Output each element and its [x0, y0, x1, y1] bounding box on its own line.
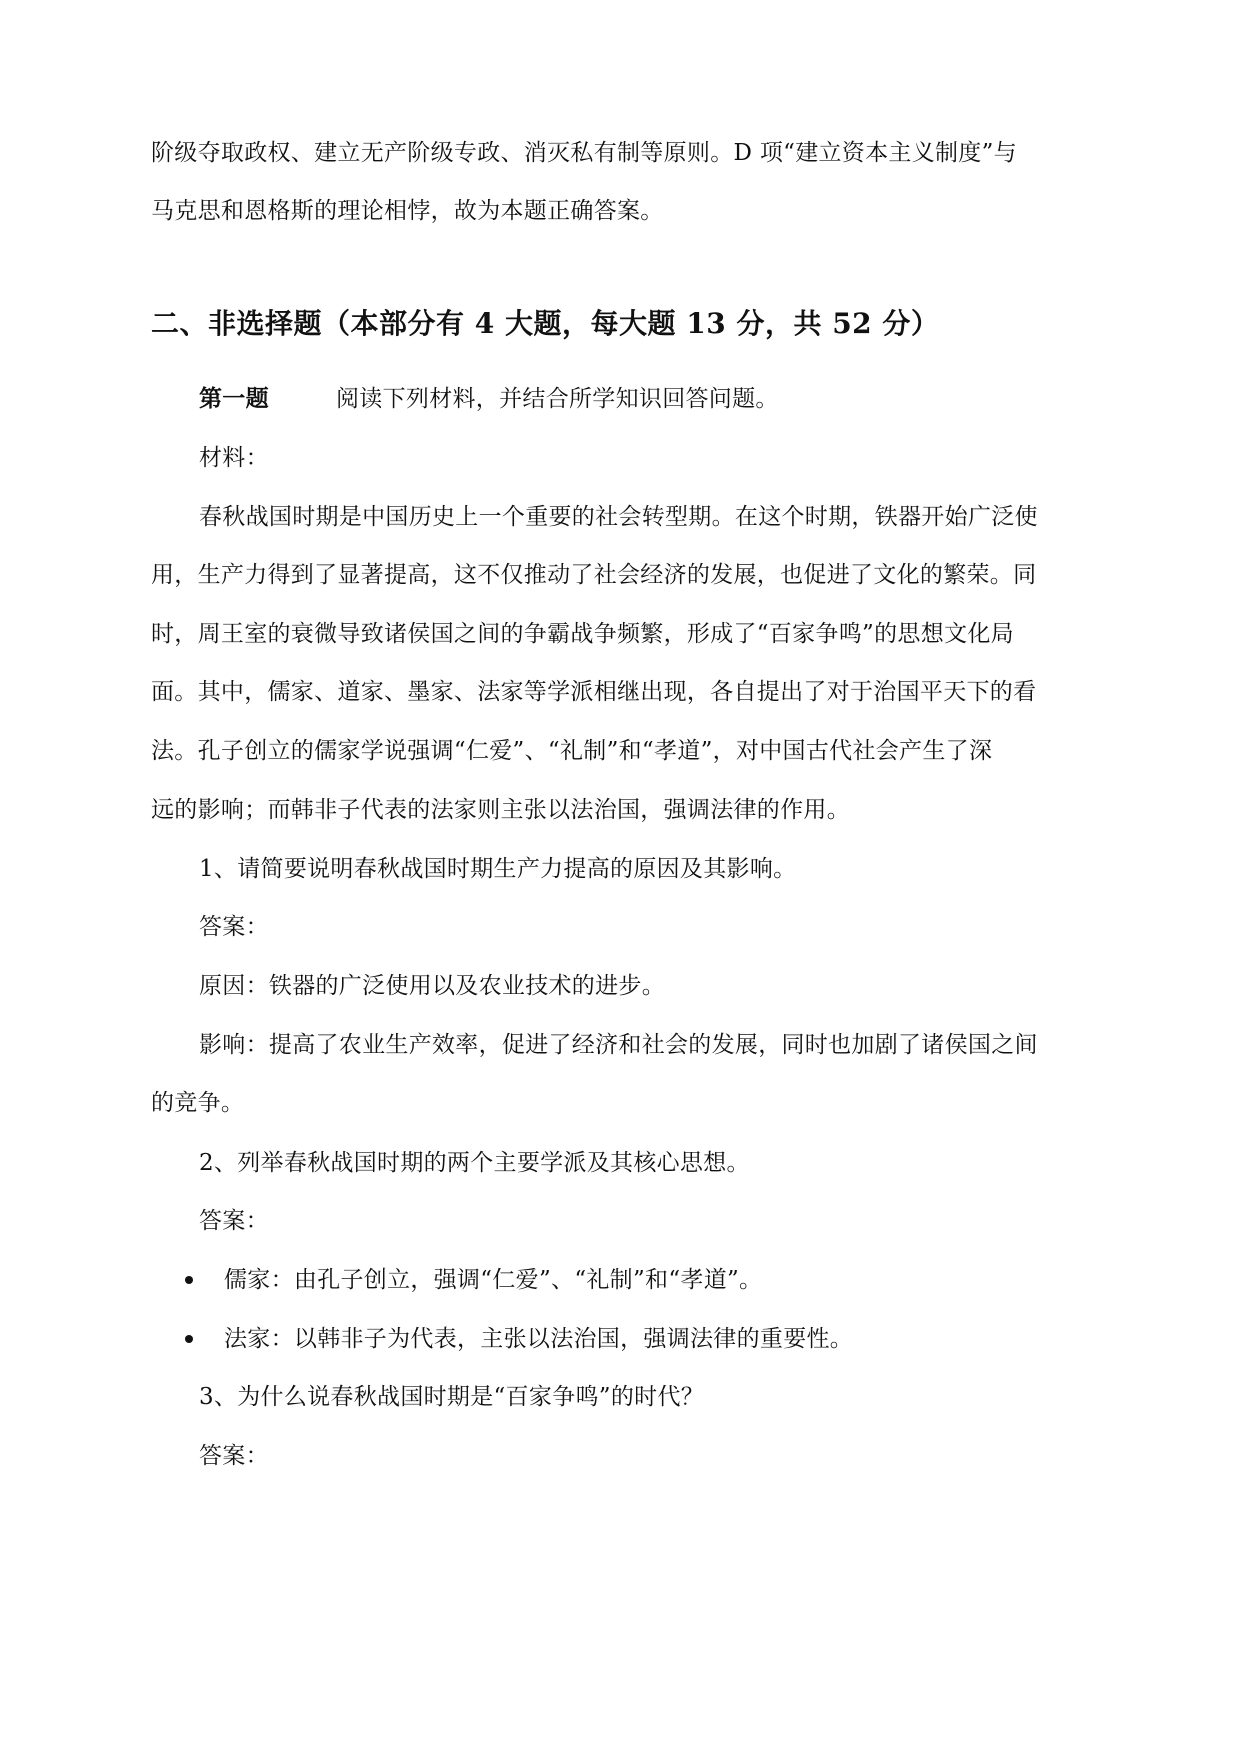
answer-label-1: 答案：: [199, 914, 269, 940]
answer-label-2: 答案：: [199, 1208, 269, 1234]
bullet-icon: [185, 1276, 193, 1284]
material-line-3: 时，周王室的衰微导致诸侯国之间的争霸战争频繁，形成了“百家争鸣”的思想文化局: [151, 621, 1014, 647]
sub-question-2: 2、列举春秋战国时期的两个主要学派及其核心思想。: [199, 1150, 750, 1176]
list-item-text: 法家：以韩非子为代表，主张以法治国，强调法律的重要性。: [224, 1326, 854, 1352]
material-line-1: 春秋战国时期是中国历史上一个重要的社会转型期。在这个时期，铁器开始广泛使: [199, 504, 1038, 530]
material-label: 材料：: [199, 445, 269, 471]
question-prompt: 阅读下列材料，并结合所学知识回答问题。: [336, 386, 779, 412]
sub-question-3: 3、为什么说春秋战国时期是“百家争鸣”的时代？: [199, 1384, 705, 1410]
answer-label-3: 答案：: [199, 1443, 269, 1469]
answer-impact-line-1: 影响：提高了农业生产效率，促进了经济和社会的发展，同时也加剧了诸侯国之间: [199, 1032, 1038, 1058]
question-1-header: [199, 384, 1091, 414]
material-line-5: 法。孔子创立的儒家学说强调“仁爱”、“礼制”和“孝道”，对中国古代社会产生了深: [151, 738, 993, 764]
question-label: 第一题: [199, 385, 269, 412]
sub-question-1: 1、请简要说明春秋战国时期生产力提高的原因及其影响。: [199, 856, 797, 882]
material-line-4: 面。其中，儒家、道家、墨家、法家等学派相继出现，各自提出了对于治国平天下的看: [151, 679, 1037, 705]
section-heading: 二、非选择题（本部分有 4 大题，每大题 13 分，共 52 分）: [151, 307, 940, 340]
bullet-icon: [185, 1335, 193, 1343]
list-item-text: 儒家：由孔子创立，强调“仁爱”、“礼制”和“孝道”。: [224, 1267, 763, 1293]
answer-reason: 原因：铁器的广泛使用以及农业技术的进步。: [199, 973, 665, 999]
answer-impact-line-2: 的竞争。: [151, 1090, 245, 1116]
material-line-2: 用，生产力得到了显著提高，这不仅推动了社会经济的发展，也促进了文化的繁荣。同: [151, 562, 1037, 588]
intro-line-1: 阶级夺取政权、建立无产阶级专政、消灭私有制等原则。D 项“建立资本主义制度”与: [151, 140, 1017, 166]
intro-line-2: 马克思和恩格斯的理论相悖，故为本题正确答案。: [151, 198, 664, 224]
material-line-6: 远的影响；而韩非子代表的法家则主张以法治国，强调法律的作用。: [151, 797, 850, 823]
